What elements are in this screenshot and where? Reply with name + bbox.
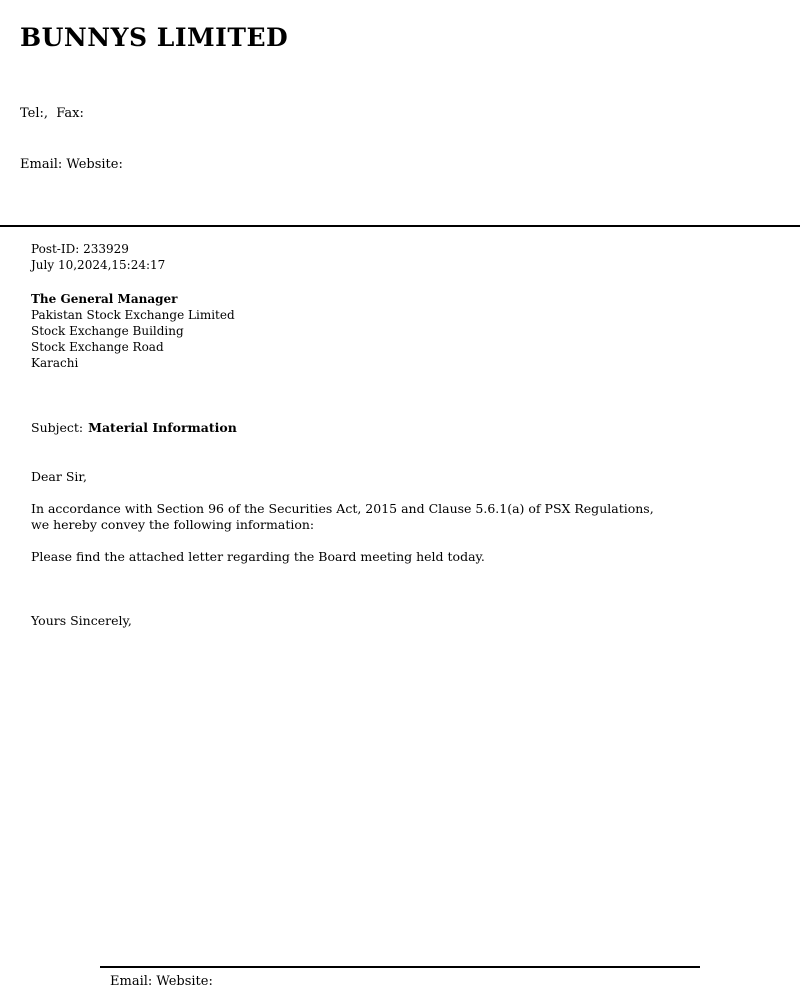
letter-footer: [100, 966, 700, 990]
closing: Yours Sincerely,: [31, 612, 132, 628]
meta-block: [31, 241, 800, 273]
recipient-line-city: Karachi: [31, 355, 79, 370]
paragraph-regulations: In accordance with Section 96 of the Securities Act, 2015 and Clause 5.6.1(a) of PSX Regulations, we hereby convey the following information:: [31, 500, 654, 532]
date-time: July 10,2024,15:24:17: [31, 257, 166, 272]
company-name: BUNNYS LIMITED: [20, 23, 289, 52]
letterhead: [0, 0, 800, 207]
subject-label: Subject:: [31, 419, 84, 435]
salutation: Dear Sir,: [31, 468, 87, 484]
header-divider: [0, 225, 800, 227]
recipient-line-company: Pakistan Stock Exchange Limited: [31, 307, 235, 322]
paragraph-attachment: Please find the attached letter regarding the Board meeting held today.: [31, 548, 485, 564]
recipient-title: The General Manager: [31, 291, 178, 306]
contact-line-tel-fax: Tel:, Fax:: [20, 105, 84, 121]
recipient-line-building: Stock Exchange Building: [31, 323, 184, 338]
contact-block: [20, 71, 780, 207]
recipient-line-road: Stock Exchange Road: [31, 339, 164, 354]
post-id: Post-ID: 233929: [31, 241, 129, 256]
recipient-block: [31, 291, 800, 371]
subject-line: [31, 419, 800, 436]
contact-line-email-website: Email: Website:: [20, 156, 123, 172]
subject-value: Material Information: [88, 419, 237, 435]
letter-content: [31, 241, 800, 629]
footer-text: Email: Website:: [110, 974, 213, 989]
